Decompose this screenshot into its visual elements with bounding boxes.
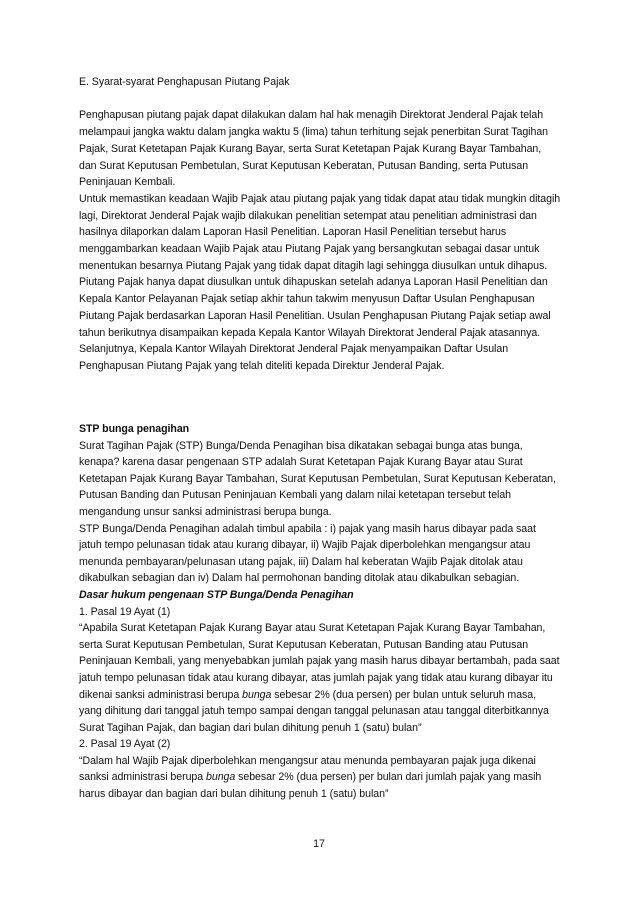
article-1-title: 1. Pasal 19 Ayat (1) [79, 605, 171, 618]
article-2-emphasis: bunga [206, 771, 236, 784]
section-stp [79, 421, 561, 803]
article-2-title: 2. Pasal 19 Ayat (2) [79, 738, 171, 751]
page-number: 17 [313, 838, 325, 850]
article-1-text-b: sebesar 2% (dua persen) per bulan untuk seluruh masa, yang dihitung dari tanggal jatuh tempo sampai dengan tanggal pelunasan atau tanggal diterbitkannya Surat Tagihan Pajak, dan bagian dari bulan dihitung penuh 1 (satu) bulan” [79, 688, 549, 734]
section-e [79, 74, 561, 375]
article-2-text [79, 753, 561, 803]
stp-paragraph-1: Surat Tagihan Pajak (STP) Bunga/Denda Penagihan bisa dikatakan sebagai bunga atas bunga, kenapa? karena dasar pengenaan STP adalah Surat Ketetapan Pajak Kurang Bayar atau Surat Ketetapan Pajak Kurang Bayar Tambahan, Surat Keputusan Pembetulan, Surat Keputusan Keberatan, Putusan Banding dan Putusan Peninjauan Kembali yang dalam nilai ketetapan tersebut telah mengandung unsur sanksi administrasi berupa bunga. [79, 439, 556, 518]
article-1-emphasis: bunga [242, 688, 272, 701]
stp-heading: STP bunga penagihan [79, 423, 190, 435]
section-e-paragraph-2: Untuk memastikan keadaan Wajib Pajak atau piutang pajak yang tidak dapat atau tidak mungkin ditagih lagi, Direktorat Jenderal Pajak wajib dilakukan penelitian setempat atau penelitian administrasi dan hasilnya dilaporkan dalam Laporan Hasil Penelitian. Laporan Hasil Penelitian tersebut harus menggambarkan keadaan Wajib Pajak atau Piutang Pajak yang bersangkutan sebagai dasar untuk menentukan besarnya Piutang Pajak yang tidak dapat ditagih lagi sehingga diusulkan untuk dihapus. [79, 192, 561, 272]
article-1-text-a: “Apabila Surat Ketetapan Pajak Kurang Bayar atau Surat Ketetapan Pajak Kurang Bayar Tambahan, serta Surat Keputusan Pembetulan, Surat Keputusan Keberatan, Putusan Banding atau Putusan Peninjauan Kembali, yang menyebabkan jumlah pajak yang masih harus dibayar bertambah, pada saat jatuh tempo pelunasan tidak atau kurang dibayar, atas jumlah pajak yang tidak atau kurang dibayar itu dikenai sanksi administrasi berupa [79, 622, 560, 701]
spacer [79, 91, 561, 108]
section-e-paragraph-1: Penghapusan piutang pajak dapat dilakukan dalam hal hak menagih Direktorat Jenderal Pajak telah melampaui jangka waktu dalam jangka waktu 5 (lima) tahun terhitung sejak penerbitan Surat Tagihan Pajak, Surat Ketetapan Pajak Kurang Bayar, serta Surat Ketetapan Pajak Kurang Bayar Tambahan, dan Surat Keputusan Pembetulan, Surat Keputusan Keberatan, Putusan Banding, serta Putusan Peninjauan Kembali. [79, 109, 549, 189]
stp-paragraph-2: STP Bunga/Denda Penagihan adalah timbul apabila : i) pajak yang masih harus dibayar pada saat jatuh tempo pelunasan tidak atau kurang dibayar, ii) Wajib Pajak diperbolehkan mengangsur atau menunda pembayaran/pelunasan utang pajak, iii) Dalam hal keberatan Wajib Pajak ditolak atau dikabulkan sebagian dan iv) Dalam hal permohonan banding ditolak atau dikabulkan sebagian. [79, 522, 536, 585]
section-e-paragraph-3: Piutang Pajak hanya dapat diusulkan untuk dihapuskan setelah adanya Laporan Hasil Penelitian dan Kepala Kantor Pelayanan Pajak setiap akhir tahun takwim menyusun Daftar Usulan Penghapusan Piutang Pajak berdasarkan Laporan Hasil Penelitian. Usulan Penghapusan Piutang Pajak setiap awal tahun berikutnya disampaikan kepada Kepala Kantor Wilayah Direktorat Jenderal Pajak atasannya. Selanjutnya, Kepala Kantor Wilayah Direktorat Jenderal Pajak menyampaikan Daftar Usulan Penghapusan Piutang Pajak yang telah diteliti kepada Direktur Jenderal Pajak. [79, 276, 551, 372]
article-2-text-a: “Dalam hal Wajib Pajak diperbolehkan mengangsur atau menunda pembayaran pajak juga dikenai sanksi administrasi berupa [79, 754, 536, 784]
article-1-text [79, 620, 561, 736]
article-2-text-b: sebesar 2% (dua persen) per bulan dari jumlah pajak yang masih harus dibayar dan bagian dari bulan dihitung penuh 1 (satu) bulan” [79, 771, 542, 801]
legal-basis-heading: Dasar hukum pengenaan STP Bunga/Denda Penagihan [79, 588, 354, 601]
section-e-heading: E. Syarat-syarat Penghapusan Piutang Pajak [79, 76, 290, 88]
